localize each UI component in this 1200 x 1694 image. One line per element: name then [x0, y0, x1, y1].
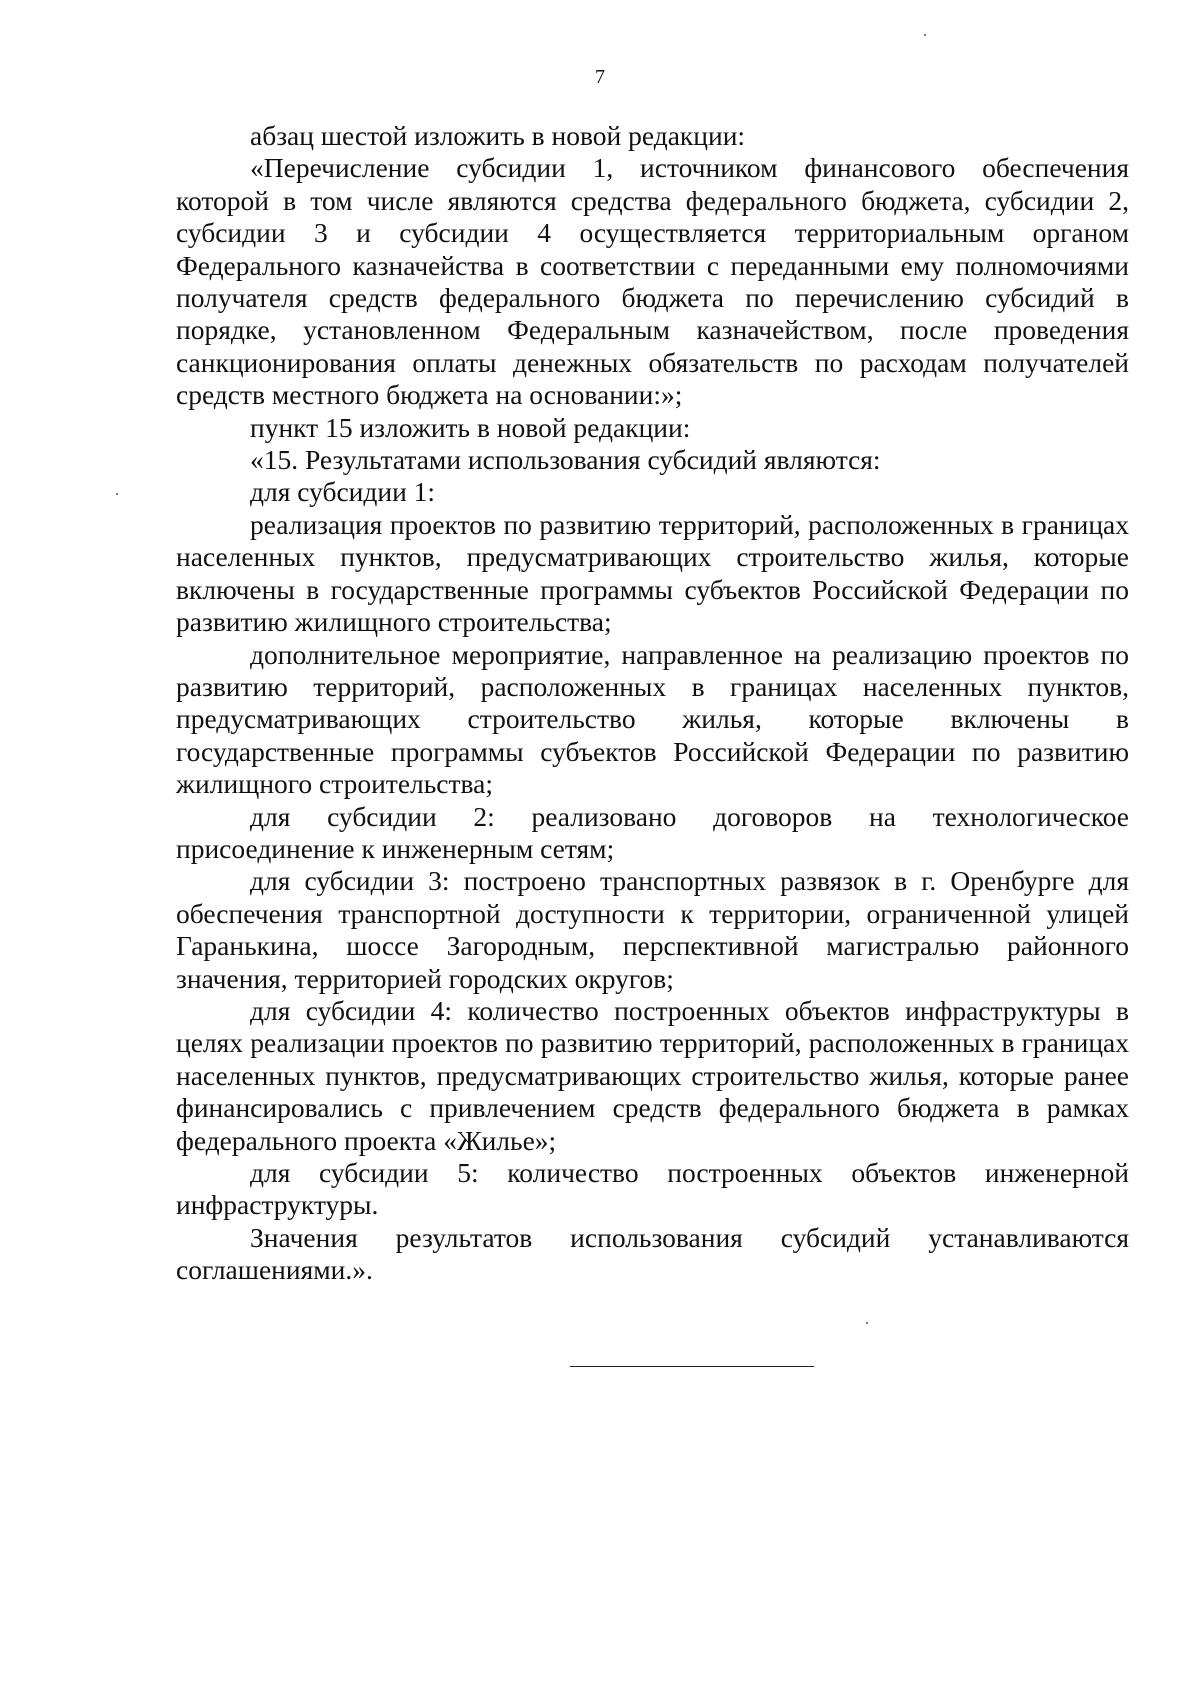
paragraph-7: дополнительное мероприятие, направленное на реализацию проектов по развитию территорий, расположенных в границах населенных пунктов, предусматривающих строительство жилья, которые включены в государственные программы субъектов Российской Федерации по развитию жилищного строительства;: [176, 638, 1129, 800]
scan-speck: [924, 34, 926, 36]
paragraph-1: абзац шестой изложить в новой редакции:: [250, 120, 746, 151]
page-number: 7: [595, 66, 605, 88]
paragraph-6: реализация проектов по развитию территорий, расположенных в границах населенных пунктов, предусматривающих строительство жилья, которые включены в государственные программы субъектов Российской Федерации по развитию жилищного строительства;: [176, 508, 1129, 638]
closing-divider-line: [570, 1366, 814, 1367]
paragraph-5: для субсидии 1:: [250, 476, 436, 508]
paragraph-4: «15. Результатами использования субсидий являются:: [250, 444, 881, 476]
paragraph-2: «Перечисление субсидии 1, источником финансового обеспечения которой в том числе являются средства федерального бюджета, субсидии 2, субсидии 3 и субсидии 4 осуществляется территориальным органом Федерального казначейства в соответствии с переданными ему полномочиями получателя средств федерального бюджета по перечислению субсидий в порядке, установленном Федеральным казначейством, после проведения санкционирования оплаты денежных обязательств по расходам получателей средств местного бюджета на основании:»;: [176, 152, 1129, 411]
scan-speck: [866, 1322, 868, 1324]
document-body: [176, 120, 1129, 1287]
paragraph-12: Значения результатов использования субсидий устанавливаются соглашениями.».: [176, 1221, 1129, 1286]
paragraph-10: для субсидии 4: количество построенных объектов инфраструктуры в целях реализации проектов по развитию территорий, расположенных в границах населенных пунктов, предусматривающих строительство жилья, которые ранее финансировались с привлечением средств федерального бюджета в рамках федерального проекта «Жилье»;: [176, 994, 1129, 1156]
paragraph-8: для субсидии 2: реализовано договоров на технологическое присоединение к инженерным сетям;: [176, 800, 1129, 864]
scan-speck: [116, 493, 118, 495]
paragraph-3: пункт 15 изложить в новой редакции:: [250, 411, 691, 443]
paragraph-11: для субсидии 5: количество построенных объектов инженерной инфраструктуры.: [176, 1157, 1129, 1221]
paragraph-9: для субсидии 3: построено транспортных развязок в г. Оренбурге для обеспечения транспортной доступности к территории, ограниченной улицей Гаранькина, шоссе Загородным, перспективной магистралью районного значения, территорией городских округов;: [176, 865, 1129, 994]
